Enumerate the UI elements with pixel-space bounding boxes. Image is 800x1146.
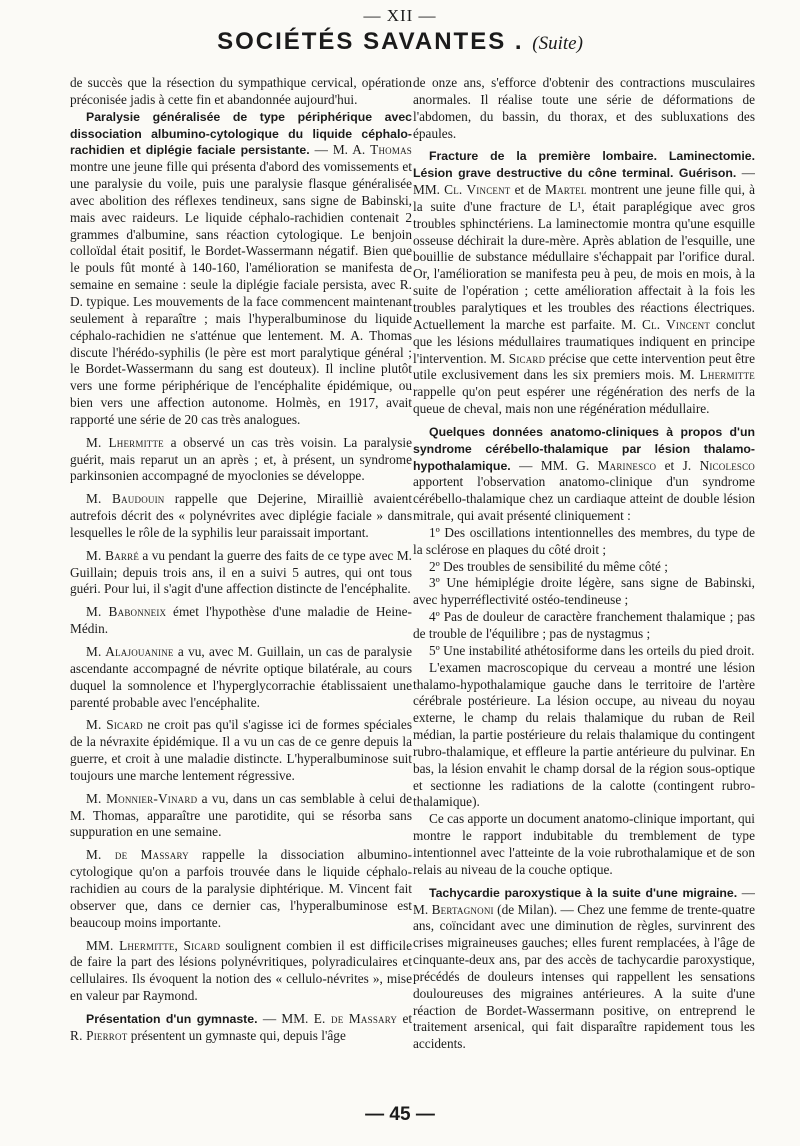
author-name: R. Pierrot xyxy=(70,1027,128,1043)
author-name: Lhermitte xyxy=(699,367,755,383)
author-name: M. Monnier-Vinard xyxy=(86,790,198,806)
author-name: M. Baudouin xyxy=(86,491,165,507)
text-run: (de Milan). — Chez une femme de trente-quatre ans, coïncidant avec une diminution de règles, survinrent des crises migraineuses gauches; elles furent remplacées, à l'âge de cinquante-deux ans, par des accès de tachycardie paroxystique, précédés de douleurs intenses qui rappellent les sensations douloureuses des migraines antérieures. A la suite d'une réaction de Bordet-Wassermann positive, on entreprend le traitement arsenical, qui fait disparaître rapidement tous les accidents. xyxy=(413,901,755,1052)
paragraph xyxy=(70,491,412,542)
page-number: — 45 — xyxy=(365,1104,435,1125)
right-column xyxy=(413,75,755,1097)
paragraph: de onze ans, s'efforce d'obtenir des contractions musculaires anormales. Il réalise toute une série de déformations de l'abdomen, du bassin, du thorax, et des subluxations des épaules. xyxy=(413,75,755,141)
author-name: Cl. Vincent xyxy=(444,182,511,198)
text-run: et xyxy=(402,1010,412,1026)
author-name: MM. Lhermitte, Sicard xyxy=(86,937,221,953)
section-paragraph xyxy=(413,885,755,1053)
author-name: Cl. Vincent xyxy=(642,316,711,332)
text-run: et de xyxy=(514,182,541,198)
running-title-suffix: (Suite) xyxy=(532,33,583,54)
paragraph: de succès que la résection du sympathique cervical, opération préconisée jadis à cette fin et abandonnée aujourd'hui. xyxy=(70,75,412,107)
section-heading: Tachycardie paroxystique à la suite d'une migraine. xyxy=(429,885,738,900)
section-heading: Quelques données anatomo-cliniques à propos d'un syndrome cérébello-thalamique par lésion thalamo-hypothalamique. xyxy=(413,424,755,473)
text-run: — M. xyxy=(413,884,755,917)
text-run: et J. xyxy=(664,457,692,473)
text-run: a vu, dans un cas semblable à celui de M. Thomas, apparaître une parotidite, qui se résorba sans suppuration en une semaine. xyxy=(70,790,412,840)
paragraph xyxy=(70,938,412,1005)
list-item: 1º Des oscillations intentionnelles des membres, du type de la sclérose en plaques du côté droit ; xyxy=(413,524,755,557)
left-column xyxy=(70,75,412,1097)
text-run: conclut que les lésions médullaires traumatiques indiquent en principe l'intervention. M. xyxy=(413,316,755,366)
text-run: a vu pendant la guerre des faits de ce type avec M. Guillain; depuis trois ans, il en a suivi 5 autres, qui ont tous guéri. Pour lui, il s'agit d'une affection distincte de l'encéphalite. xyxy=(70,547,412,597)
section-paragraph xyxy=(413,424,755,525)
text-run: apportent l'observation anatomo-clinique d'un syndrome cérébello-thalamique chez un cardiaque atteint de double lésion mitrale, qui avait présenté cliniquement : xyxy=(413,474,755,524)
paragraph xyxy=(70,791,412,842)
text-run: soulignent combien il est difficile de faire la part des lésions polynévritiques, polyradiculaires et cellulaires. Ils évoquent la notion des « cellulo-névrites », mise en valeur par Raymond. xyxy=(70,937,412,1004)
author-name: Bertagnoni xyxy=(431,901,494,917)
author-name: M. Sicard xyxy=(86,717,143,733)
text-run: montrent une jeune fille qui, à la suite d'une fracture de L¹, était paraplégique avec gros troubles sphinctériens. La laminectomie montra qu'une esquille osseuse déchirait la dure-mère. Après ablation de l'esquille, une bouillie de substance médullaire s'échappait par l'orifice dural. Or, l'amélioration se manifesta peu à peu, de mois en mois, à la suite de l'opération ; cette amélioration affectait à la fois les troubles paralytiques et les troubles des réactions électriques. Actuellement la marche est parfaite. M. xyxy=(413,182,755,332)
author-name: Marinesco xyxy=(597,457,657,473)
list-item: 4º Pas de douleur de caractère franchement thalamique ; pas de trouble de l'équilibre ; pas de nystagmus ; xyxy=(413,609,755,641)
author-name: M. Lhermitte xyxy=(86,434,164,450)
text-run: ne croit pas qu'il s'agisse ici de formes spéciales de la névraxite épidémique. Il a vu un cas de ce genre depuis la guerre, et croit à une maladie distincte. L'hyperalbuminose suit toujours une marche lentement régressive. xyxy=(70,717,412,783)
paragraph xyxy=(70,435,412,486)
text-run: — MM. xyxy=(262,1010,309,1026)
text-run: rappelle que Dejerine, Mirailliè avaient autrefois décrit des « polynévrites avec diplégie faciale » dans lesquelles le rôle de la syphilis leur paraissait important. xyxy=(70,491,412,540)
section-heading: Fracture de la première lombaire. Laminectomie. Lésion grave destructive du cône terminal. Guérison. xyxy=(413,149,755,181)
text-run: rappelle qu'on peut espérer une régénération des nerfs de la queue de cheval, mais non une régénération médullaire. xyxy=(413,384,755,417)
section-paragraph xyxy=(70,1011,412,1045)
paragraph xyxy=(70,644,412,711)
author-name: M. Alajouanine xyxy=(86,644,174,659)
author-name: M. Babonneix xyxy=(86,604,167,620)
paragraph xyxy=(70,847,412,931)
text-run: a vu, avec M. Guillain, un cas de paralysie ascendante accompagné de névrite optique bilatérale, au cours duquel la somnolence et l'hyperglycorrachie établissaient une parenté probable avec l'encéphalite. xyxy=(70,644,412,710)
author-name: Thomas xyxy=(370,142,412,158)
roman-page-number: — XII — xyxy=(363,6,437,25)
paragraph: Ce cas apporte un document anatomo-clinique important, qui montre le rapport indubitable du tremblement de type intentionnel avec l'atteinte de la voie rubrothalamique et de son relais au niveau de la couche optique. xyxy=(413,811,755,877)
list-item: 3º Une hémiplégie droite légère, sans signe de Babinski, avec hyperréflectivité ostéo-tendineuse ; xyxy=(413,575,755,608)
text-run: présentent un gymnaste qui, depuis l'âge xyxy=(130,1027,346,1043)
paragraph: L'examen macroscopique du cerveau a montré une lésion thalamo-hypothalamique gauche dans le territoire de l'artère cérébrale postérieure. La lésion occupe, au niveau du noyau externe, le champ du relais thalamique du ruban de Reil médian, la partie postérieure du relais thalamique du contingent rubro-thalamique, et effleure la partie antérieure du pulvinar. En bas, la lésion envahit le champ dorsal de la région sous-optique et sectionne les radiations de la calotte (contingent rubro-thalamique). xyxy=(413,659,755,810)
text-run: précise que cette intervention peut être utile exclusivement dans les six premiers mois. M. xyxy=(413,350,755,383)
text-run: — M. A. xyxy=(314,142,366,158)
author-name: M. de Massary xyxy=(86,847,189,863)
text-run: — MM. G. xyxy=(519,457,590,473)
text-run: — MM. xyxy=(413,165,755,198)
author-name: M. Barré xyxy=(86,547,140,563)
section-paragraph xyxy=(413,148,755,418)
paragraph xyxy=(70,604,412,638)
author-name: Martel xyxy=(545,182,587,198)
running-title-text: SOCIÉTÉS SAVANTES xyxy=(217,28,507,55)
list-item: 2º Des troubles de sensibilité du même côté ; xyxy=(429,558,668,574)
author-name: Nicolesco xyxy=(699,457,755,473)
list-item: 5º Une instabilité athétosiforme dans les orteils du pied droit. xyxy=(429,642,755,658)
section-heading: Paralysie généralisée de type périphérique avec dissociation albumino-cytologique du liquide céphalo-rachidien et diplégie faciale persistante. xyxy=(70,109,412,158)
author-name: Sicard xyxy=(508,350,546,366)
text-run: rappelle la dissociation albumino-cytologique qu'on a parfois trouvée dans le liquide céphalo-rachidien au cours de la paralysie diphtérique. M. Vincent fait observer que, dans ce dernier cas, l'hyperalbuminose est beaucoup moins importante. xyxy=(70,847,412,930)
running-title: SOCIÉTÉS SAVANTES . (Suite) xyxy=(217,28,583,55)
text-run: émet l'hypothèse d'une maladie de Heine-Médin. xyxy=(70,604,412,637)
paragraph xyxy=(70,717,412,784)
paragraph xyxy=(70,548,412,599)
section-heading: Présentation d'un gymnaste. xyxy=(86,1011,258,1026)
section-paragraph xyxy=(70,109,412,429)
author-name: E. de Massary xyxy=(313,1010,398,1026)
text-run: a observé un cas très voisin. La paralysie guérit, mais reparut un an après ; et, à présent, un syndrome parkinsonien accompagné de myoclonies se développe. xyxy=(70,434,412,484)
text-run: montre une jeune fille qui présenta d'abord des vomissements et une paralysie du voile, puis une paralysie flasque généralisée avec abolition des réflexes tendineux, sans signe de Babinski, mais avec raideurs. Le liquide céphalo-rachidien contenait 2 grammes d'albumine, sans réaction cytologique. Le benjoin colloïdal était positif, le Bordet-Wassermann négatif. Bien que le pouls fût monté à 140-160, l'amélioration se manifesta de semaine en semaine : seule la diplégie faciale persista, avec R. D. typique. Les mouvements de la face commencent maintenant seulement à reparaître ; mais l'hyperalbuminose du liquide céphalo-rachidien ne s'atténue que lentement. M. A. Thomas discute l'hérédo-syphilis (le père est mort paralytique général ; le Bordet-Wassermann du sang est douteux). Il incline plutôt vers une forme périphérique de l'encéphalite épidémique, ou bien vers une affection autonome. Holmès, en 1917, avait rapporté une série de 20 cas très analogues. xyxy=(70,159,412,427)
